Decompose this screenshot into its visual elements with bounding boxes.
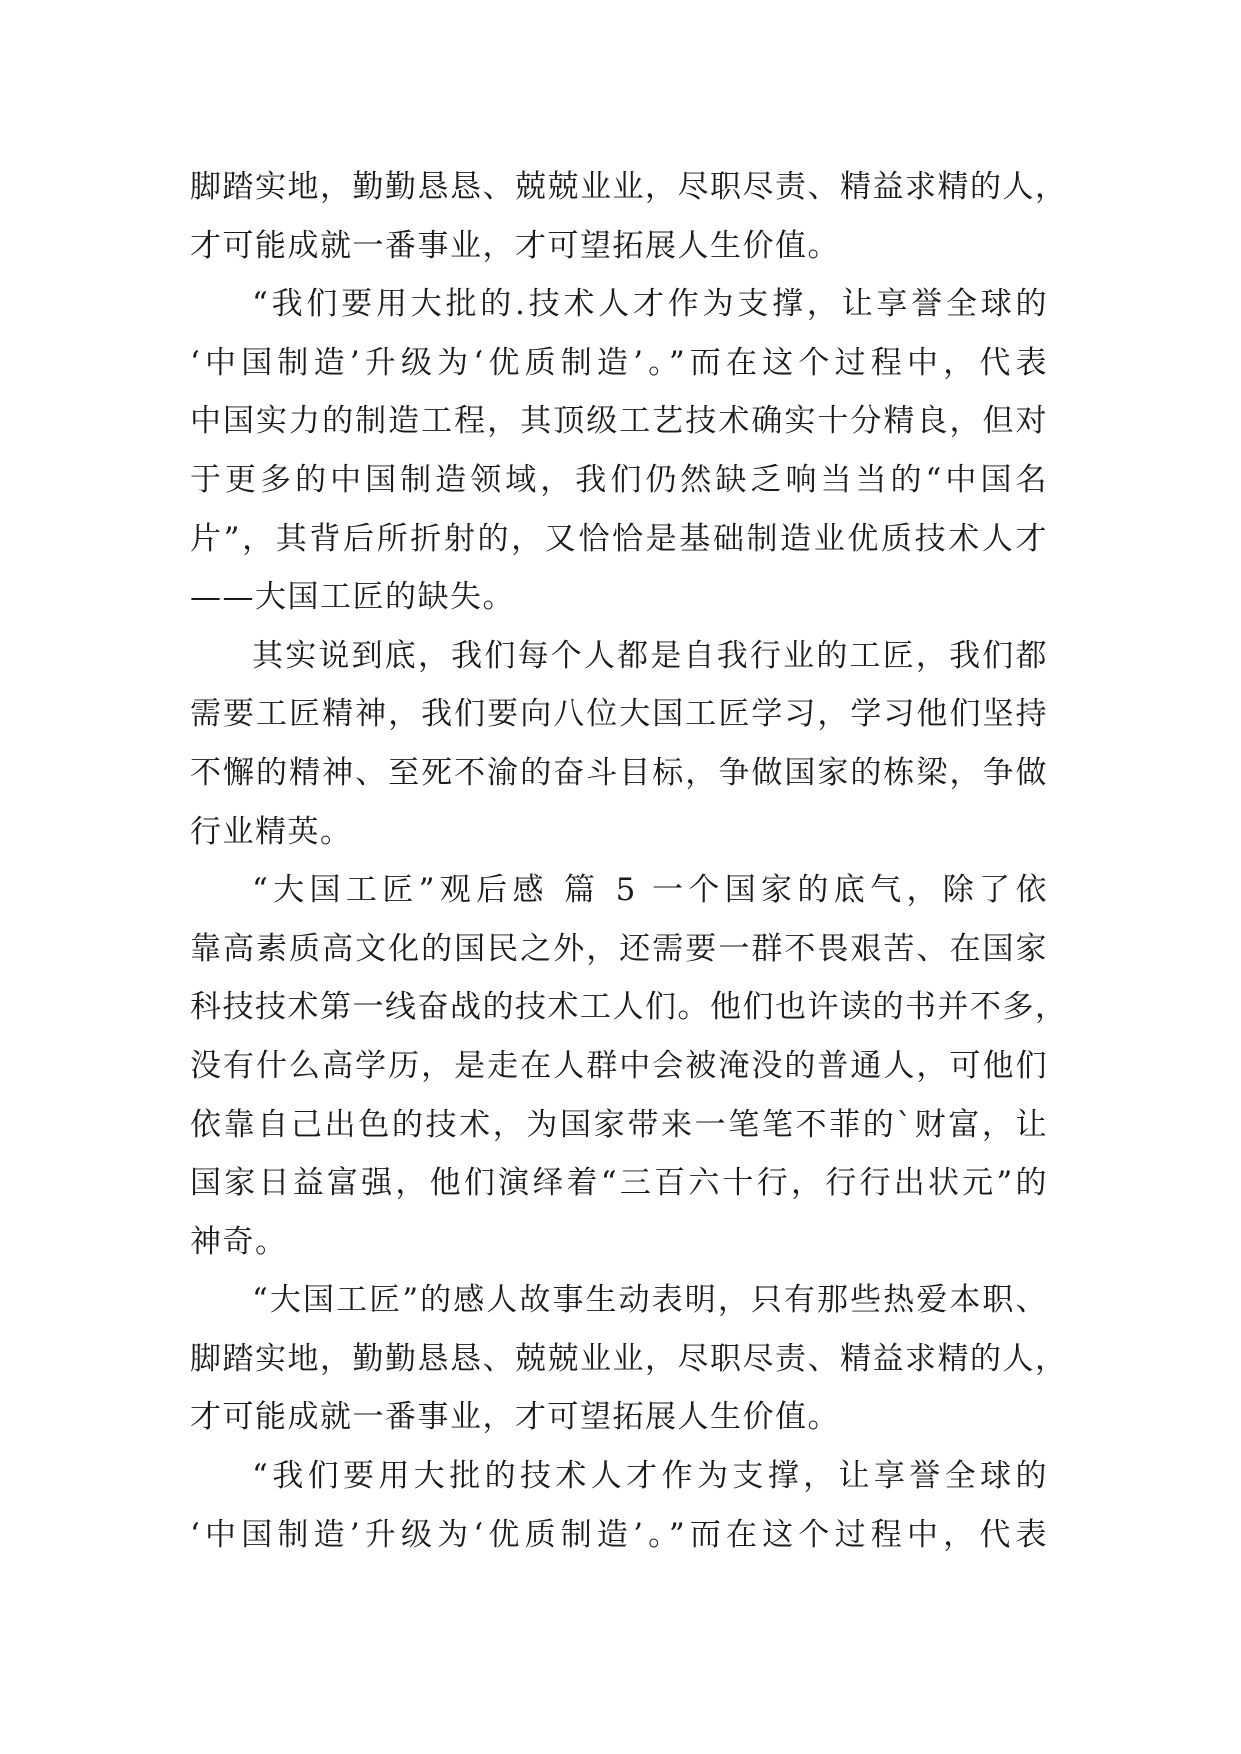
text-line: 其实说到底，我们每个人都是自我行业的工匠，我们都 <box>252 637 1048 674</box>
text-line: 国家日益富强，他们演绎着“三百六十行，行行出状元”的 <box>190 1165 1048 1202</box>
document-body <box>190 158 1068 1564</box>
text-line: ——大国工匠的缺失。 <box>190 579 515 616</box>
text-line: 脚踏实地，勤勤恳恳、兢兢业业，尽职尽责、精益求精的人， <box>190 169 1068 205</box>
text-line: 不懈的精神、至死不渝的奋斗目标，争做国家的栋梁，争做 <box>190 754 1048 791</box>
text-line: 中国实力的制造工程，其顶级工艺技术确实十分精良，但对 <box>190 403 1048 440</box>
text-line: 脚踏实地，勤勤恳恳、兢兢业业，尽职尽责、精益求精的人， <box>190 1340 1068 1377</box>
text-line: “我们要用大批的.技术人才作为支撑，让享誉全球的 <box>252 286 1048 323</box>
text-line: 靠高素质高文化的国民之外，还需要一群不畏艰苦、在国家 <box>190 930 1048 967</box>
text-line: ‘中国制造’升级为‘优质制造’。”而在这个过程中，代表 <box>190 1516 1048 1553</box>
text-line: 科技技术第一线奋战的技术工人们。他们也许读的书并不多， <box>190 989 1068 1026</box>
text-line: 才可能成就一番事业，才可望拓展人生价值。 <box>190 227 840 264</box>
text-line: 依靠自己出色的技术，为国家带来一笔笔不菲的`财富，让 <box>190 1106 1048 1143</box>
text-line: 才可能成就一番事业，才可望拓展人生价值。 <box>190 1399 840 1436</box>
text-line: 没有什么高学历，是走在人群中会被淹没的普通人，可他们 <box>190 1047 1048 1084</box>
text-line: 需要工匠精神，我们要向八位大国工匠学习，学习他们坚持 <box>190 696 1048 733</box>
text-line: 片”，其背后所折射的，又恰恰是基础制造业优质技术人才 <box>190 520 1048 557</box>
text-line: 于更多的中国制造领域，我们仍然缺乏响当当的“中国名 <box>190 461 1048 498</box>
text-line: “大国工匠”的感人故事生动表明，只有那些热爱本职、 <box>252 1282 1048 1319</box>
text-line: “我们要用大批的技术人才作为支撑，让享誉全球的 <box>252 1458 1048 1495</box>
text-line: 行业精英。 <box>190 813 353 850</box>
text-line: 神奇。 <box>190 1223 288 1260</box>
text-line: “大国工匠”观后感 篇 5 一个国家的底气，除了依 <box>252 872 1048 909</box>
text-line: ‘中国制造’升级为‘优质制造’。”而在这个过程中，代表 <box>190 344 1048 381</box>
